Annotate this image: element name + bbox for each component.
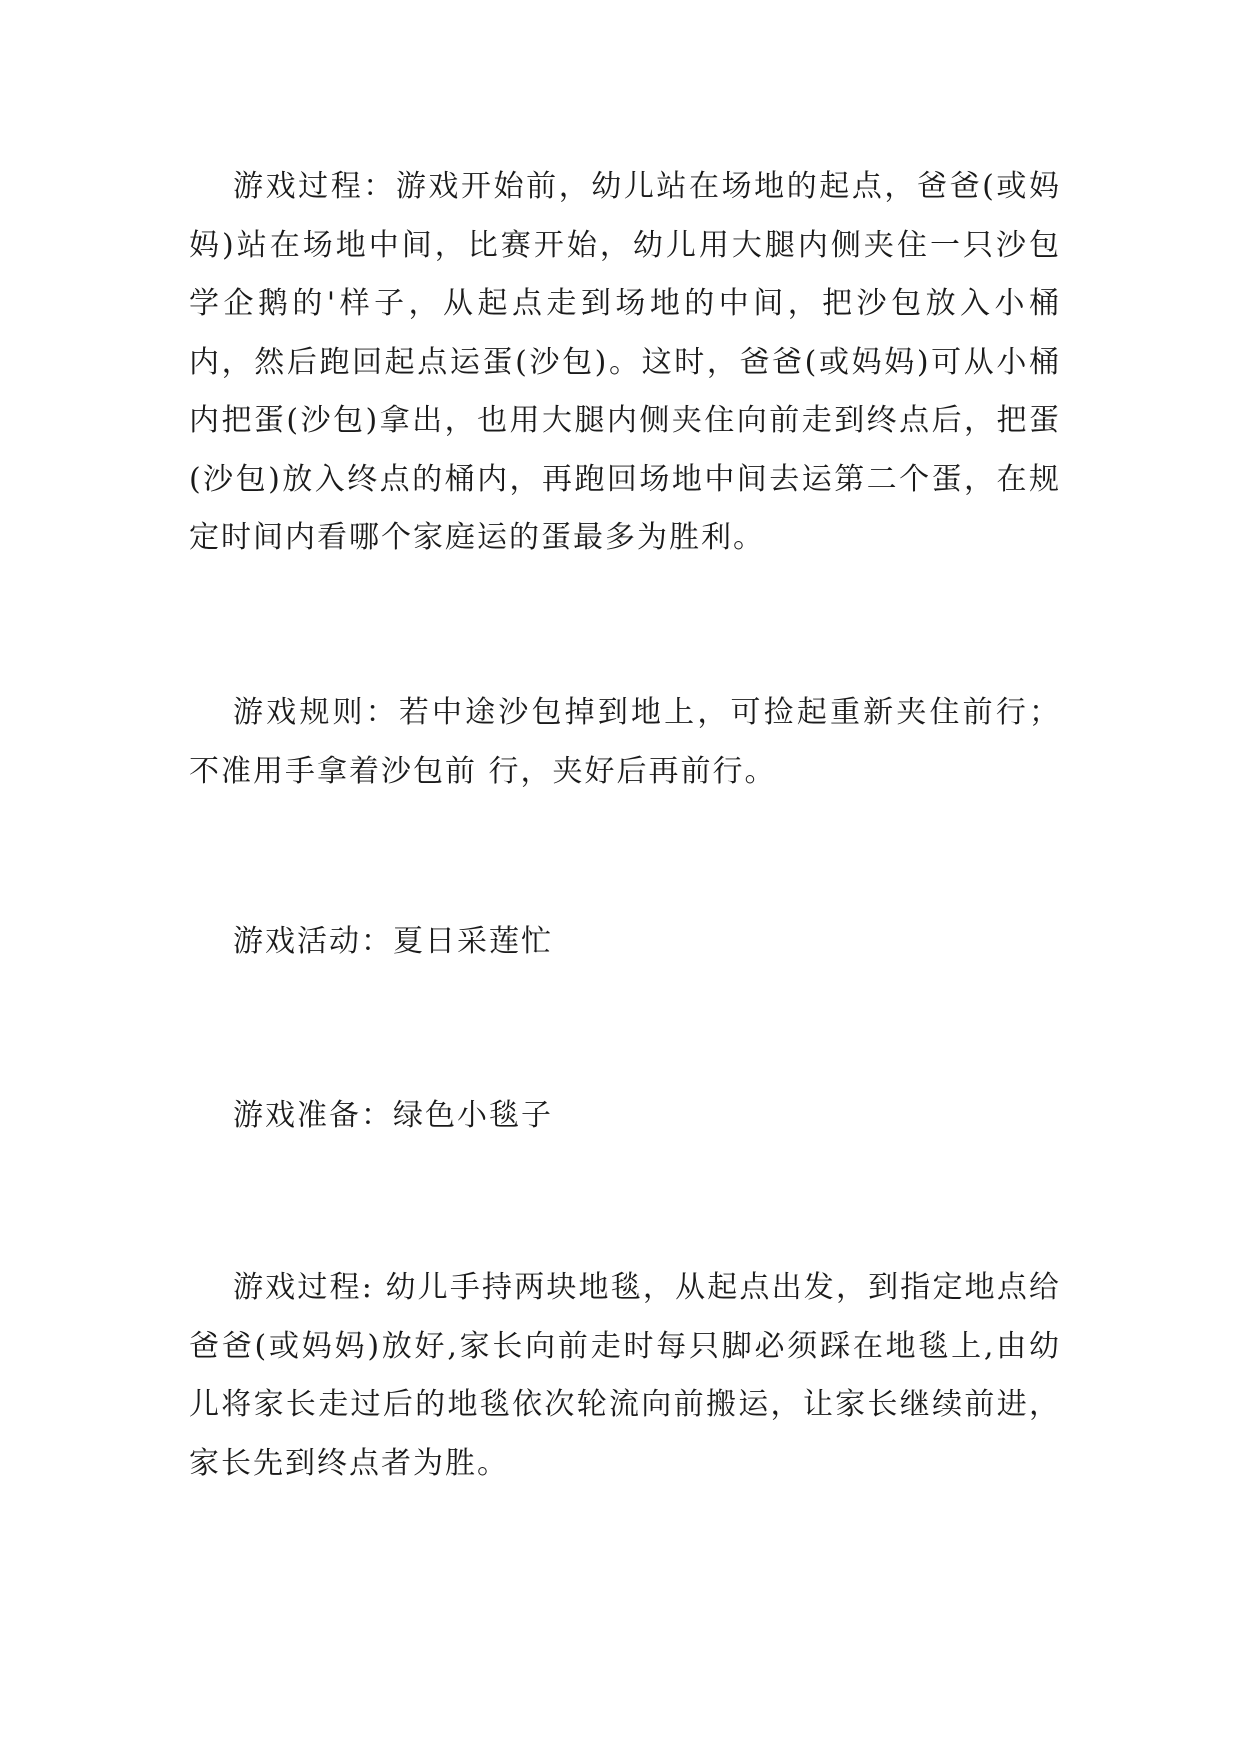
paragraph-game-process-2: 游戏过程: 幼儿手持两块地毯，从起点出发，到指定地点给爸爸(或妈妈)放好,家长向前走时每只脚必须踩在地毯上,由幼儿将家长走过后的地毯依次轮流向前搬运，让家长继续前进，家长先到终点者为胜。 [189, 1270, 1061, 1481]
paragraph-game-process-1: 游戏过程：游戏开始前，幼儿站在场地的起点，爸爸(或妈妈)站在场地中间，比赛开始，幼儿用大腿内侧夹住一只沙包学企鹅的'样子，从起点走到场地的中间，把沙包放入小桶内，然后跑回起点运蛋(沙包)。这时，爸爸(或妈妈)可从小桶内把蛋(沙包)拿出，也用大腿内侧夹住向前走到终点后，把蛋(沙包)放入终点的桶内，再跑回场地中间去运第二个蛋，在规定时间内看哪个家庭运的蛋最多为胜利。 [189, 169, 1061, 555]
paragraph-game-rules: 游戏规则：若中途沙包掉到地上，可捡起重新夹住前行；不准用手拿着沙包前 行，夹好后再前行。 [189, 695, 1061, 789]
paragraph-game-activity: 游戏活动：夏日采莲忙 [233, 924, 553, 959]
paragraph-game-preparation: 游戏准备：绿色小毯子 [233, 1098, 553, 1133]
